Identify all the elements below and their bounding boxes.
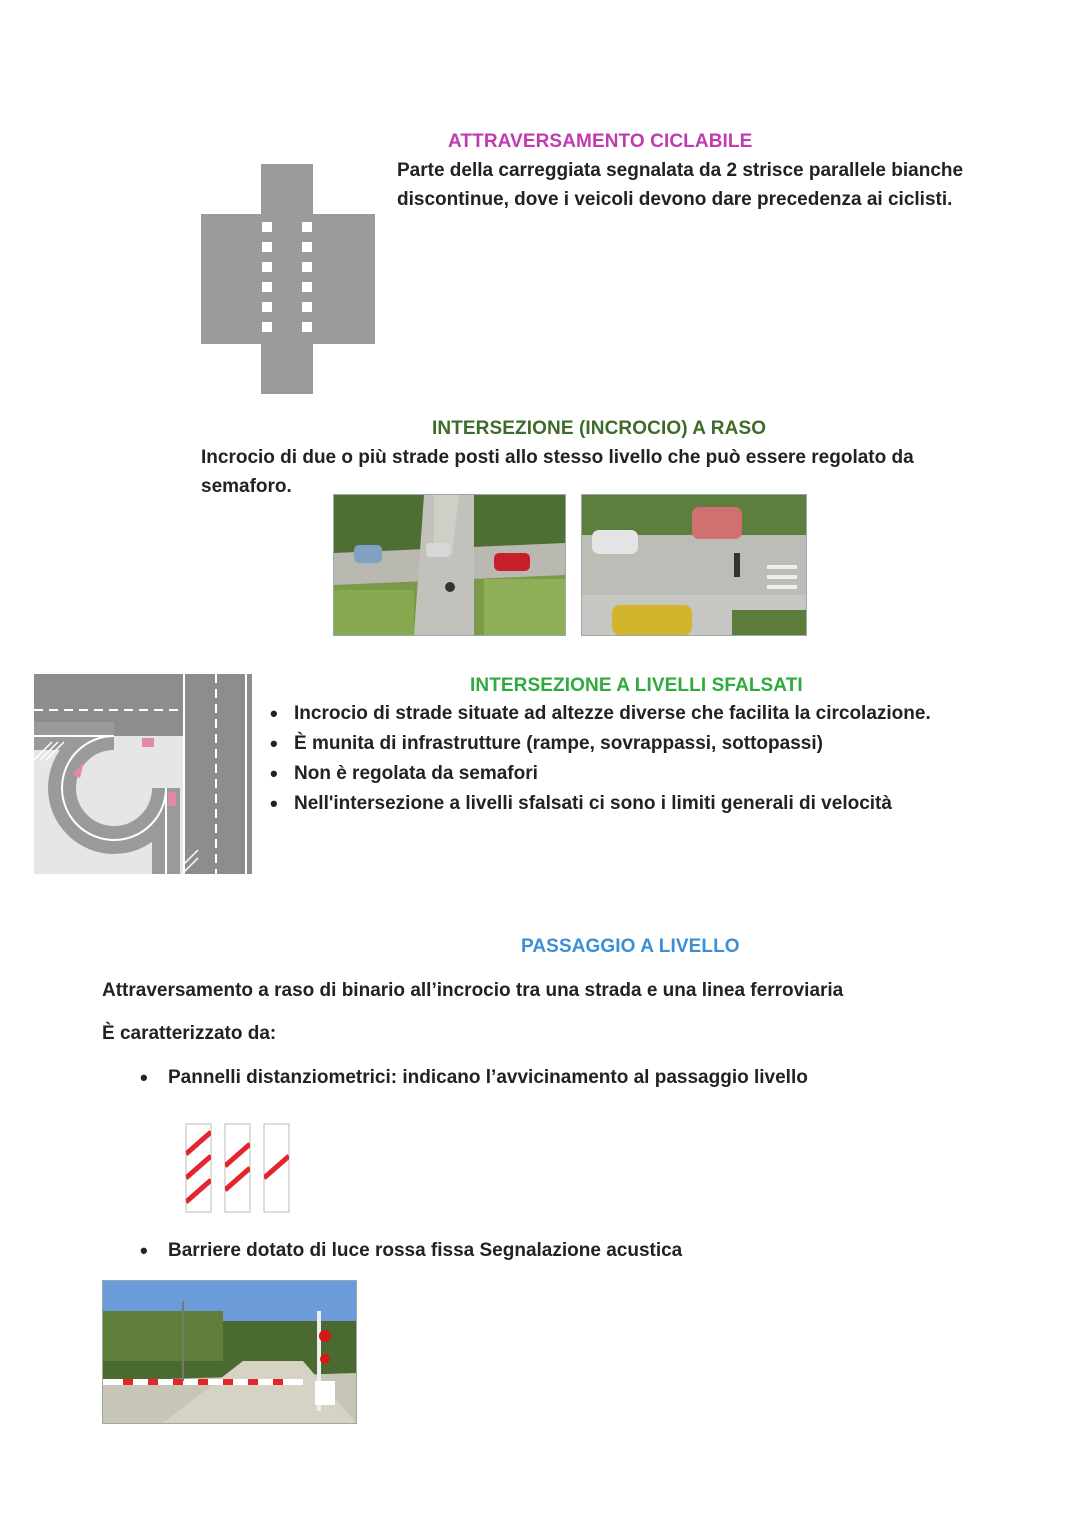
list-item: • Barriere dotato di luce rossa fissa Segnalazione acustica — [136, 1236, 682, 1266]
list-item: • Non è regolata da semafori — [266, 759, 931, 789]
level-crossing-bullet-2 — [136, 1236, 682, 1266]
list-item: • Pannelli distanziometrici: indicano l’avvicinamento al passaggio livello — [136, 1063, 808, 1093]
grade-separated-bullets — [266, 699, 931, 819]
section-title-grade-separated: INTERSEZIONE A LIVELLI SFALSATI — [470, 675, 803, 696]
list-item: • Nell'intersezione a livelli sfalsati ci sono i limiti generali di velocità — [266, 789, 931, 819]
list-item: • Incrocio di strade situate ad altezze diverse che facilita la circolazione. — [266, 699, 931, 729]
intersection-photo-rural — [333, 494, 566, 636]
cycle-crossing-road-icon — [201, 164, 375, 394]
list-item: • È munita di infrastrutture (rampe, sovrappassi, sottopassi) — [266, 729, 931, 759]
level-crossing-intro: Attraversamento a raso di binario all’incrocio tra una strada e una linea ferroviaria — [102, 980, 844, 1001]
intersection-photo-traffic-light — [581, 494, 807, 636]
cycle-crossing-description: Parte della carreggiata segnalata da 2 strisce parallele bianche discontinue, dove i veicoli devono dare precedenza ai ciclisti. — [397, 160, 964, 210]
section-title-cycle-crossing: ATTRAVERSAMENTO CICLABILE — [448, 131, 753, 152]
distance-panels-icon — [184, 1122, 292, 1214]
level-crossing-bullet-1 — [136, 1063, 808, 1093]
level-crossing-characterized: È caratterizzato da: — [102, 1023, 277, 1044]
section-title-level-intersection: INTERSEZIONE (INCROCIO) A RASO — [432, 418, 767, 439]
interchange-ramp-icon — [34, 674, 252, 874]
level-intersection-description: Incrocio di due o più strade posti allo stesso livello che può essere regolato da semaforo. — [201, 447, 914, 497]
section-title-level-crossing: PASSAGGIO A LIVELLO — [521, 936, 740, 957]
railway-barrier-photo — [102, 1280, 357, 1424]
